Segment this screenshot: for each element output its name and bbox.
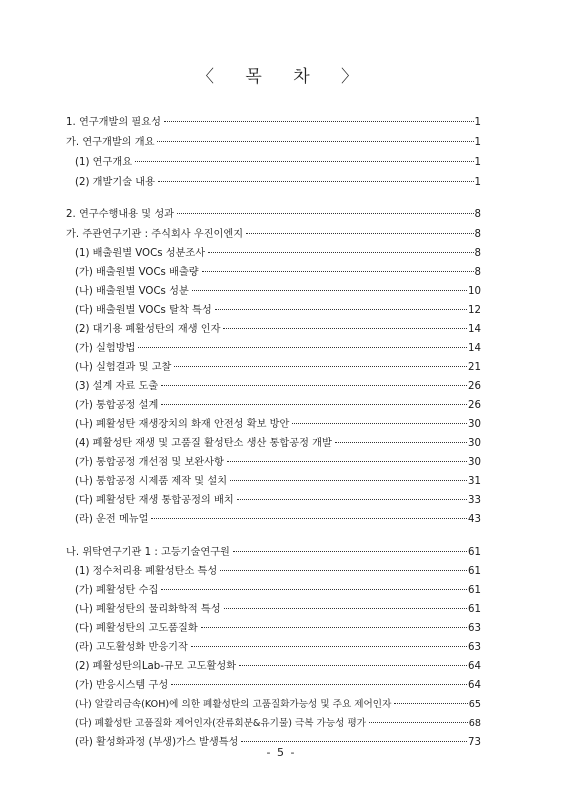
toc-entry-title: 나. 위탁연구기관 1 : 고등기술연구원 — [66, 547, 230, 558]
dot-leader — [174, 357, 467, 370]
toc-entry-page: 1 — [474, 177, 481, 188]
dot-leader — [292, 414, 467, 427]
toc-entry-title: (나) 통합공정 시제품 제작 및 설치 — [75, 476, 228, 487]
toc-entry[interactable] — [66, 112, 481, 128]
toc-entry-title: 2. 연구수행내용 및 성과 — [66, 209, 175, 220]
toc-entry-title: (1) 연구개요 — [75, 157, 133, 168]
toc-entry-page: 8 — [474, 267, 481, 278]
toc-entry-page: 61 — [468, 566, 481, 577]
dot-leader — [224, 599, 467, 612]
toc-entry-page: 68 — [468, 718, 481, 729]
toc-entry-title: (가) 통합공정 개선점 및 보완사항 — [75, 457, 224, 468]
toc-entry-page: 64 — [468, 680, 481, 691]
dot-leader — [230, 471, 467, 484]
toc-entry-page: 31 — [468, 476, 481, 487]
toc-entry-title: 가. 연구개발의 개요 — [66, 137, 155, 148]
dot-leader — [151, 509, 467, 522]
toc-entry[interactable] — [66, 132, 481, 148]
toc-entry-title: (다) 배출원별 VOCs 탈착 특성 — [75, 305, 212, 316]
toc-entry[interactable] — [75, 656, 481, 672]
toc-entry-title: (다) 폐활성탄 재생 통합공정의 배치 — [75, 495, 234, 506]
toc-entry-page: 1 — [474, 157, 481, 168]
toc-entry-title: (라) 고도활성화 반응기작 — [75, 642, 188, 653]
toc-entry[interactable] — [75, 395, 481, 411]
toc-entry-title: (가) 반응시스템 구성 — [75, 680, 169, 691]
toc-entry[interactable] — [75, 338, 481, 354]
toc-entry-title: (3) 설계 자료 도출 — [75, 381, 159, 392]
dot-leader — [369, 713, 468, 726]
dot-leader — [138, 338, 467, 351]
toc-entry[interactable] — [75, 357, 481, 373]
toc-entry[interactable] — [75, 319, 481, 335]
toc-entry[interactable] — [75, 732, 481, 748]
toc-entry-page: 73 — [468, 737, 481, 748]
toc-entry[interactable] — [75, 599, 481, 615]
toc-entry-title: (1) 배출원별 VOCs 성분조사 — [75, 248, 206, 259]
toc-entry-page: 26 — [468, 400, 481, 411]
toc-entry[interactable] — [75, 471, 481, 487]
toc-entry-page: 14 — [468, 343, 481, 354]
toc-entry-title: (가) 통합공정 설계 — [75, 400, 159, 411]
toc-entry-page: 1 — [474, 117, 481, 128]
dot-leader — [171, 675, 467, 688]
toc-entry[interactable] — [75, 713, 481, 729]
toc-entry-title: (다) 폐활성탄의 고도품질화 — [75, 623, 198, 634]
toc-entry-title: (나) 폐활성탄 재생장치의 화재 안전성 확보 방안 — [75, 419, 290, 430]
toc-entry-page: 8 — [474, 209, 481, 220]
dot-leader — [135, 152, 473, 165]
toc-entry[interactable] — [66, 542, 481, 558]
toc-entry[interactable] — [75, 675, 481, 691]
toc-entry-title: (가) 배출원별 VOCs 배출량 — [75, 267, 199, 278]
toc-entry[interactable] — [66, 204, 481, 220]
toc-entry-page: 12 — [468, 305, 481, 316]
toc-entry[interactable] — [75, 580, 481, 596]
toc-entry-page: 8 — [474, 229, 481, 240]
dot-leader — [192, 281, 467, 294]
dot-leader — [164, 112, 474, 125]
toc-entry-page: 64 — [468, 661, 481, 672]
toc-entry-title: 1. 연구개발의 필요성 — [66, 117, 161, 128]
toc-entry-title: (가) 실험방법 — [75, 343, 136, 354]
toc-entry-title: (나) 폐활성탄의 물리화학적 특성 — [75, 604, 221, 615]
toc-entry-page: 63 — [468, 642, 481, 653]
toc-entry-page: 1 — [474, 137, 481, 148]
toc-entry[interactable] — [75, 637, 481, 653]
toc-entry[interactable] — [75, 452, 481, 468]
dot-leader — [394, 694, 467, 707]
toc-entry[interactable] — [75, 262, 481, 278]
toc-entry[interactable] — [75, 694, 481, 710]
dot-leader — [233, 542, 467, 555]
toc-entry[interactable] — [75, 172, 481, 188]
toc-entry[interactable] — [75, 414, 481, 430]
dot-leader — [227, 452, 467, 465]
dot-leader — [161, 580, 467, 593]
toc-entry-page: 26 — [468, 381, 481, 392]
toc-entry-page: 61 — [468, 547, 481, 558]
page-number: - 5 - — [266, 746, 295, 759]
toc-entry-title: (나) 배출원별 VOCs 성분 — [75, 286, 189, 297]
toc-entry[interactable] — [75, 509, 481, 525]
page-title: 〈 목 차 〉 — [196, 67, 365, 87]
toc-entry-page: 30 — [468, 457, 481, 468]
toc-entry-title: (가) 폐활성탄 수집 — [75, 585, 159, 596]
toc-entry-title: (다) 폐활성탄 고품질화 제어인자(잔류회분&유기물) 극복 가능성 평가 — [75, 718, 366, 729]
toc-entry[interactable] — [75, 618, 481, 634]
toc-entry[interactable] — [75, 152, 481, 168]
toc-entry-page: 63 — [468, 623, 481, 634]
toc-entry-page: 33 — [468, 495, 481, 506]
toc-entry[interactable] — [75, 281, 481, 297]
toc-entry-page: 61 — [468, 585, 481, 596]
dot-leader — [223, 319, 467, 332]
toc-entry-page: 61 — [468, 604, 481, 615]
toc-entry-title: (2) 대기용 폐활성탄의 재생 인자 — [75, 324, 221, 335]
toc-entry-title: (2) 개발기술 내용 — [75, 177, 155, 188]
toc-entry-page: 30 — [468, 419, 481, 430]
dot-leader — [215, 300, 467, 313]
toc-entry[interactable] — [75, 433, 481, 449]
toc-entry[interactable] — [75, 300, 481, 316]
dot-leader — [158, 172, 474, 185]
toc-entry[interactable] — [75, 490, 481, 506]
dot-leader — [220, 561, 467, 574]
toc-entry-page: 8 — [474, 248, 481, 259]
dot-leader — [191, 637, 467, 650]
toc-entry-page: 43 — [468, 514, 481, 525]
dot-leader — [177, 204, 474, 217]
toc-entry-page: 30 — [468, 438, 481, 449]
toc-entry-title: (나) 알칼리금속(KOH)에 의한 폐활성탄의 고품질화가능성 및 주요 제어인자 — [75, 699, 392, 710]
toc-entry[interactable] — [75, 376, 481, 392]
toc-entry-page: 21 — [468, 362, 481, 373]
toc-entry-page: 10 — [468, 286, 481, 297]
dot-leader — [161, 395, 467, 408]
toc-entry[interactable] — [66, 224, 481, 240]
toc-entry-title: (1) 정수처리용 폐활성탄소 특성 — [75, 566, 218, 577]
toc-entry-title: (나) 실험결과 및 고찰 — [75, 362, 172, 373]
toc-entry-title: (라) 활성화과정 (부생)가스 발생특성 — [75, 737, 239, 748]
toc-entry-title: (2) 폐활성탄의Lab-규모 고도활성화 — [75, 661, 237, 672]
dot-leader — [157, 132, 473, 145]
toc-entry-page: 14 — [468, 324, 481, 335]
dot-leader — [246, 224, 473, 237]
dot-leader — [239, 656, 467, 669]
toc-entry-page: 65 — [468, 699, 481, 710]
dot-leader — [241, 732, 467, 745]
dot-leader — [208, 243, 473, 256]
toc-entry-title: (라) 운전 메뉴얼 — [75, 514, 149, 525]
toc-entry-title: (4) 폐활성탄 재생 및 고품질 활성탄소 생산 통합공정 개발 — [75, 438, 332, 449]
toc-entry-title: 가. 주관연구기관 : 주식회사 우진이엔지 — [66, 229, 244, 240]
dot-leader — [335, 433, 467, 446]
dot-leader — [161, 376, 467, 389]
toc-entry[interactable] — [75, 561, 481, 577]
dot-leader — [201, 618, 467, 631]
dot-leader — [202, 262, 474, 275]
dot-leader — [237, 490, 467, 503]
toc-entry[interactable] — [75, 243, 481, 259]
